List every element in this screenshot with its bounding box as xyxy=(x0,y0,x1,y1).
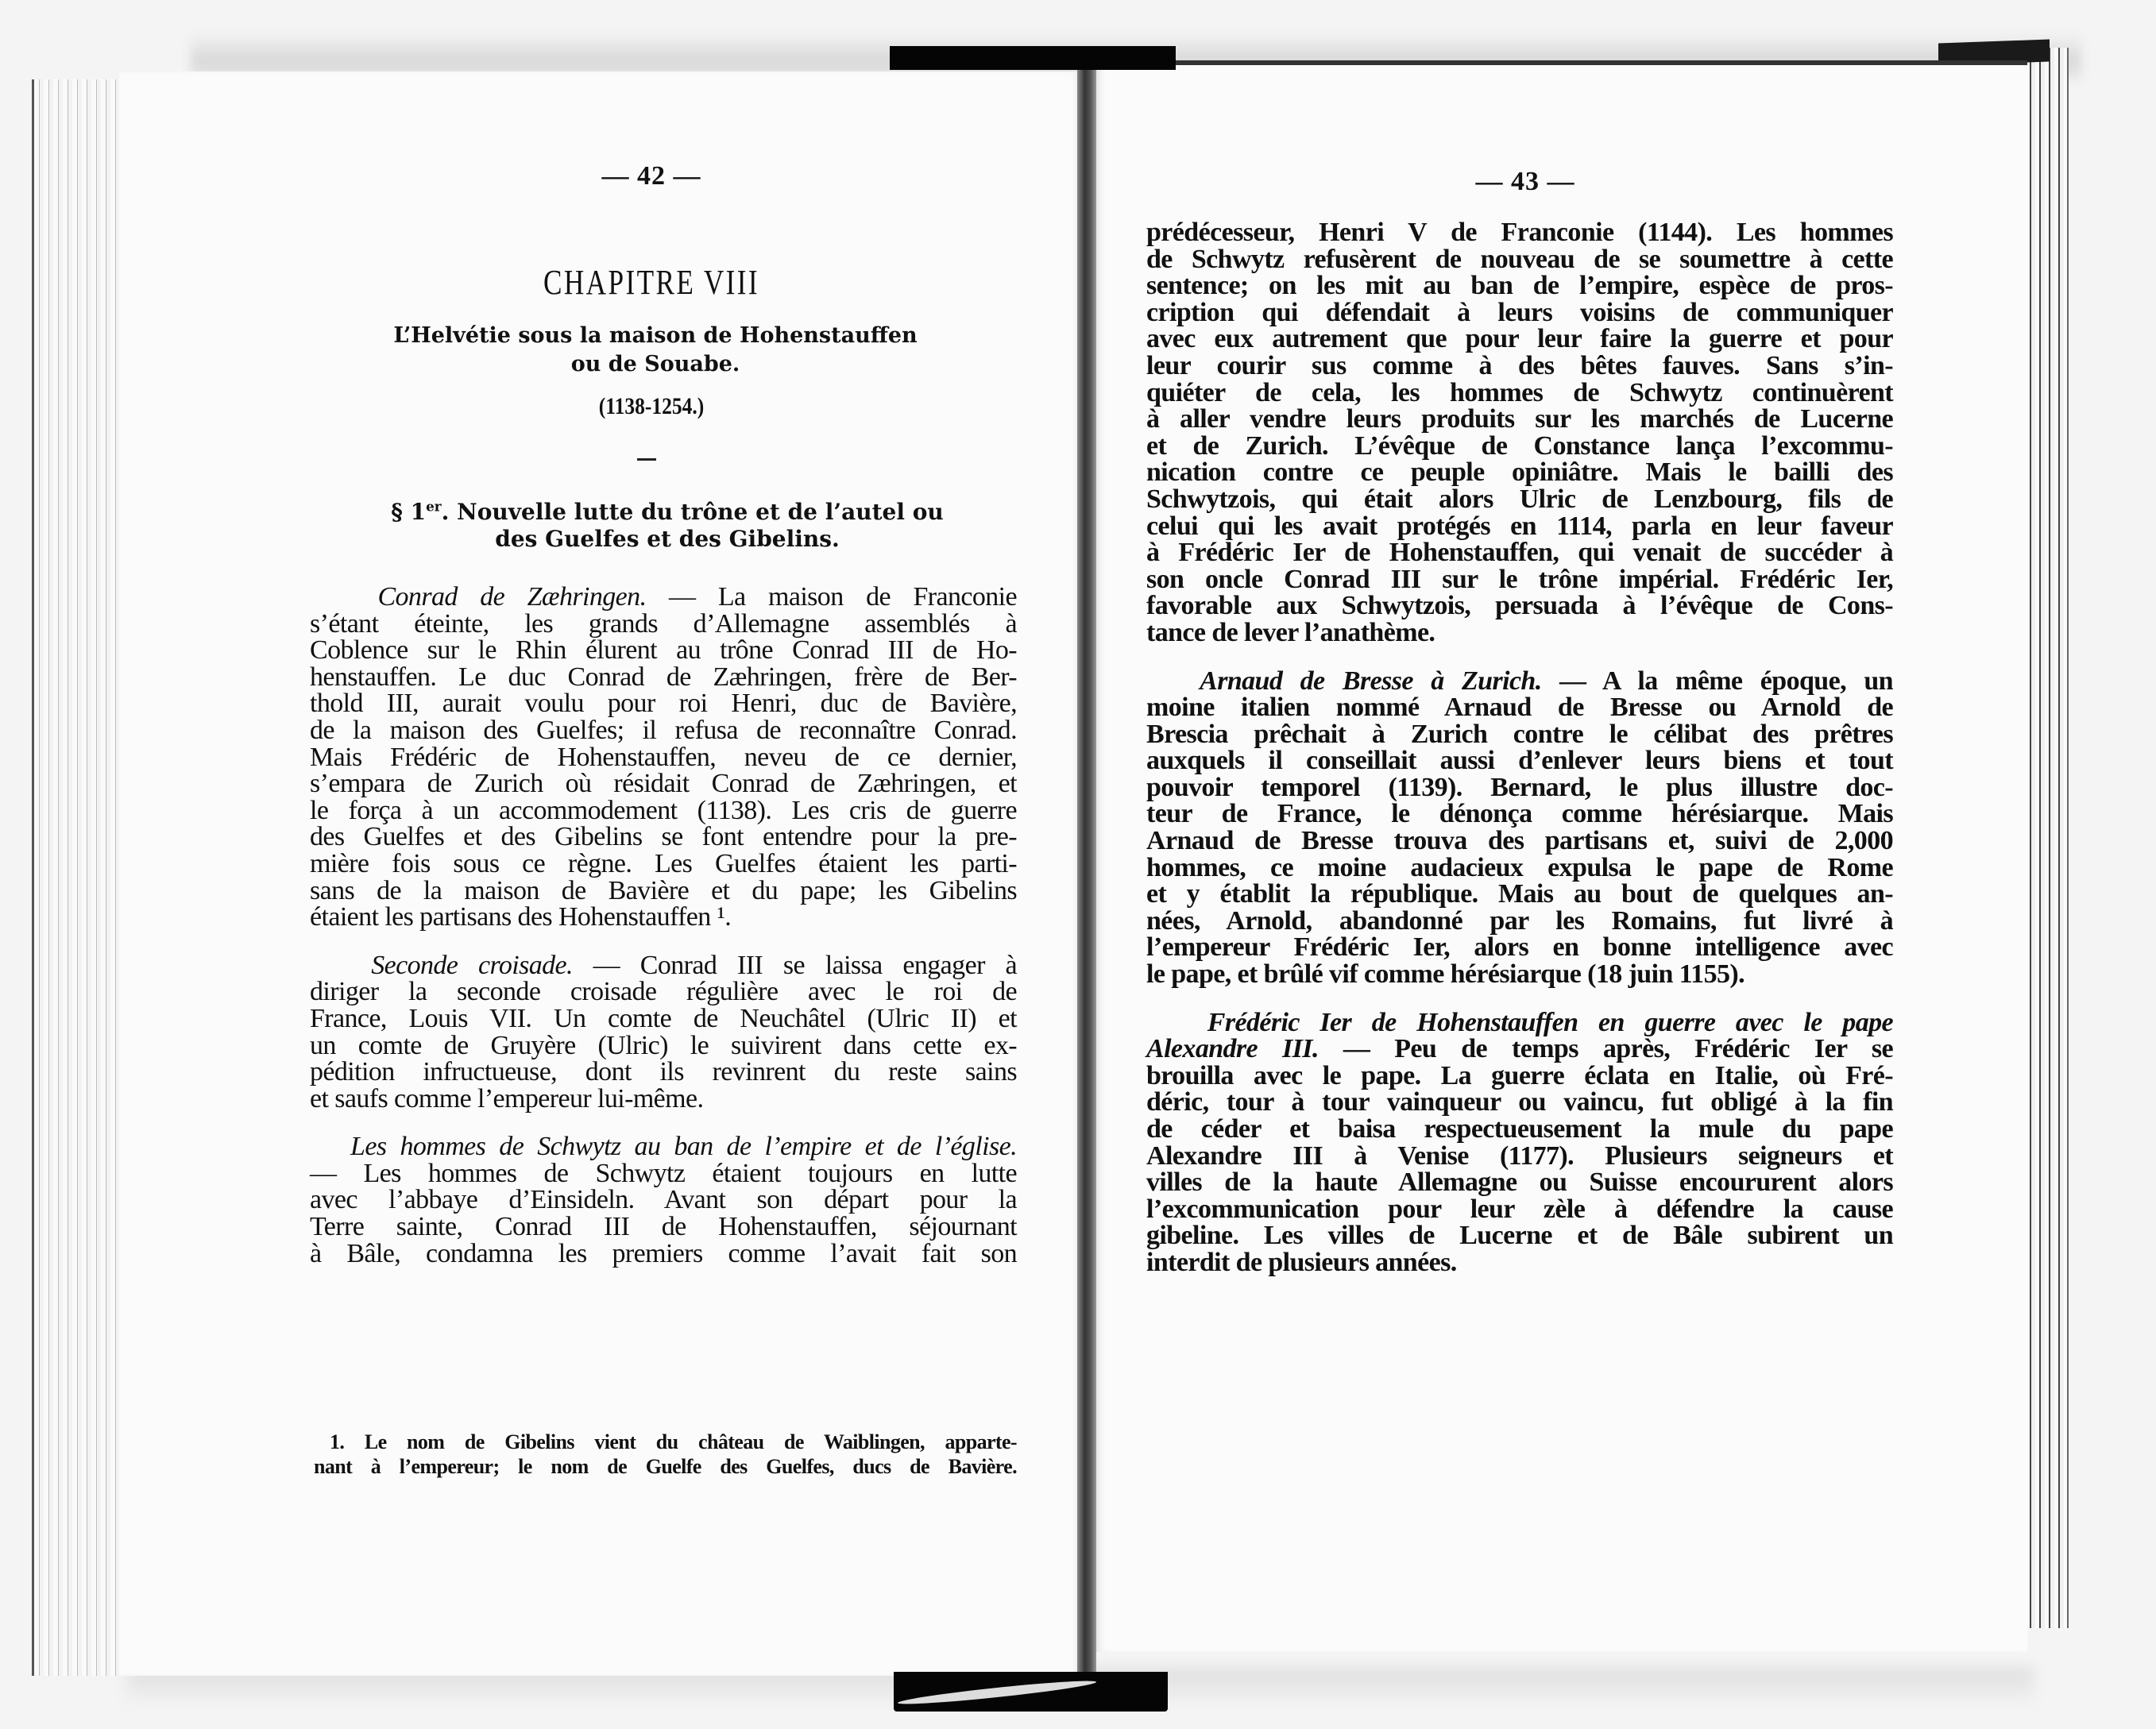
text-line: henstauffen. Le duc Conrad de Zæhringen, frère de Ber- xyxy=(310,662,1017,692)
text-line-content: — Peu de temps après, Frédéric Ier se xyxy=(1318,1034,1893,1064)
text-line: à Bâle, condamna les premiers comme l’avait fait son xyxy=(310,1238,1017,1268)
text-line: hommes, ce moine audacieux expulsa le pape de Rome xyxy=(1146,852,1893,882)
text-line: moine italien nommé Arnaud de Bresse ou Arnold de xyxy=(1146,693,1893,723)
text-line: étaient les partisans des Hohenstauffen ¹. xyxy=(310,902,732,932)
text-line: favorable aux Schwytzois, persuada à l’évêque de Cons- xyxy=(1146,591,1893,621)
paragraph-lead: Frédéric Ier de Hohenstauffen en guerre avec le pape xyxy=(1207,1007,1893,1037)
text-line: à aller vendre leurs produits sur les marchés de Lucerne xyxy=(1146,404,1893,434)
text-line: de céder et baisa respectueusement la mule du pape xyxy=(1146,1114,1893,1144)
section-heading-line-2: des Guelfes et des Gibelins. xyxy=(495,526,840,552)
text-line: avec eux autrement que pour leur faire la guerre et pour xyxy=(1146,324,1893,354)
paragraph-conrad-de-zaehringen xyxy=(310,584,1017,931)
text-line: son oncle Conrad III sur le trône impérial. Frédéric Ier, xyxy=(1146,564,1893,594)
paragraph-lead: Les hommes de Schwytz au ban de l’empire et de l’église. xyxy=(350,1132,1018,1162)
chapter-title: CHAPITRE VIII xyxy=(543,263,760,302)
text-line: pédition infructueuse, dont ils revinrent du reste sains xyxy=(310,1057,1017,1087)
text-line: nication contre ce peuple opiniâtre. Mais le bailli des xyxy=(1146,457,1893,488)
text-line: s’empara de Zurich où résidait Conrad de Zæhringen, et xyxy=(310,769,1017,799)
text-line: celui qui les avait protégés en 1114, parla en leur faveur xyxy=(1146,511,1893,541)
footnote xyxy=(314,1430,1017,1479)
text-line: à Frédéric Ier de Hohenstauffen, qui venait de succéder à xyxy=(1146,538,1893,568)
text-line: interdit de plusieurs années. xyxy=(1146,1247,1457,1277)
text-line: brouilla avec le pape. La guerre éclata en Italie, où Fré- xyxy=(1146,1060,1893,1090)
chapter-subtitle-line-2: ou de Souabe. xyxy=(570,352,740,376)
text-line: Alexandre III à Venise (1177). Plusieurs seigneurs et xyxy=(1146,1140,1893,1171)
section-mark-sup: er xyxy=(426,498,442,515)
text-line: Schwytzois, qui était alors Ulric de Lenzbourg, fils de xyxy=(1146,484,1893,514)
text-line: des Guelfes et des Gibelins se font entendre pour la pre- xyxy=(310,822,1017,852)
left-page-edges xyxy=(32,79,122,1676)
text-line xyxy=(1146,1009,1893,1036)
text-line xyxy=(310,952,1017,979)
chapter-subtitle xyxy=(306,322,1005,379)
footnote-line: nant à l’empereur; le nom de Guelfe des Guelfes, ducs de Bavière. xyxy=(314,1455,1017,1478)
text-line: un comte de Gruyère (Ulric) le suivirent dans cette ex- xyxy=(310,1030,1017,1060)
section-heading-text-1: . Nouvelle lutte du trône et de l’autel ou xyxy=(441,499,944,525)
footnote-line: 1. Le nom de Gibelins vient du château de Waiblingen, apparte- xyxy=(330,1430,1017,1453)
paragraph-arnaud-de-bresse xyxy=(1146,668,1893,988)
top-binding-clip xyxy=(890,46,1176,70)
section-heading xyxy=(318,499,1017,553)
text-line: et y établit la république. Mais au bout de quelques an- xyxy=(1146,879,1893,909)
paragraph-lead-2: Alexandre III. xyxy=(1146,1034,1319,1064)
text-line: sentence; on les mit au ban de l’empire, espèce de pros- xyxy=(1146,271,1893,301)
text-line-content: — A la même époque, un xyxy=(1541,666,1893,696)
gutter xyxy=(1077,70,1096,1678)
text-line: de Schwytz refusèrent de nouveau de se soumettre à cette xyxy=(1146,244,1893,274)
text-line: Terre sainte, Conrad III de Hohenstauffen, séjournant xyxy=(310,1212,1017,1242)
text-line: mière fois sous ce règne. Les Guelfes étaient les parti- xyxy=(310,848,1017,878)
text-line xyxy=(1146,668,1893,695)
paragraph-lead: Arnaud de Bresse à Zurich. xyxy=(1200,666,1542,696)
text-line: s’étant éteinte, les grands d’Allemagne assemblés à xyxy=(310,608,1017,639)
text-line: pouvoir temporel (1139). Bernard, le plus illustre doc- xyxy=(1146,772,1893,802)
section-mark: § 1 xyxy=(391,499,427,525)
text-line: gibeline. Les villes de Lucerne et de Bâle subirent un xyxy=(1146,1221,1893,1251)
text-line: le força à un accommodement (1138). Les cris de guerre xyxy=(310,795,1017,825)
text-line: avec l’abbaye d’Einsideln. Avant son départ pour la xyxy=(310,1185,1017,1215)
text-line: auxquels il conseillait aussi d’enlever leurs biens et tout xyxy=(1146,746,1893,776)
chapter-subtitle-line-1: L’Helvétie sous la maison de Hohenstauffen xyxy=(393,323,918,348)
text-line: sans de la maison de Bavière et du pape; les Gibelins xyxy=(310,875,1017,905)
text-line: diriger la seconde croisade régulière avec le roi de xyxy=(310,977,1017,1007)
text-line: et de Zurich. L’évêque de Constance lança l’excommu- xyxy=(1146,430,1893,461)
text-line: l’excommunication pour leur zèle à défendre la cause xyxy=(1146,1194,1893,1224)
text-line: Coblence sur le Rhin élurent au trône Conrad III de Ho- xyxy=(310,635,1017,666)
text-line: l’empereur Frédéric Ier, alors en bonne intelligence avec xyxy=(1146,932,1893,963)
text-line: villes de la haute Allemagne ou Suisse encoururent alors xyxy=(1146,1167,1893,1198)
text-line: thold III, aurait voulu pour roi Henri, duc de Bavière, xyxy=(310,689,1017,719)
text-line xyxy=(310,1133,1017,1160)
text-line: déric, tour à tour vainqueur ou vaincu, fut obligé à la fin xyxy=(1146,1087,1893,1117)
text-line-content: — Conrad III se laissa engager à xyxy=(572,950,1018,980)
text-line xyxy=(1146,1036,1893,1063)
paragraph-lead: Seconde croisade. xyxy=(371,950,573,980)
left-page-body xyxy=(310,584,1017,1267)
top-edge-line xyxy=(1176,60,2027,65)
text-line: tance de lever l’anathème. xyxy=(1146,617,1435,647)
section-rule xyxy=(637,458,656,461)
right-page-edges xyxy=(2026,48,2069,1628)
page-number-right: — 43 — xyxy=(1475,167,1575,196)
paragraph-seconde-croisade xyxy=(310,952,1017,1113)
text-line: et saufs comme l’empereur lui-même. xyxy=(310,1083,704,1113)
text-line: Brescia prêchait à Zurich contre le célibat des prêtres xyxy=(1146,719,1893,749)
text-line xyxy=(310,584,1017,611)
text-line: — Les hommes de Schwytz étaient toujours en lutte xyxy=(310,1158,1017,1188)
text-line: nées, Arnold, abandonné par les Romains, fut livré à xyxy=(1146,905,1893,936)
text-line: Mais Frédéric de Hohenstauffen, neveu de ce dernier, xyxy=(310,742,1017,772)
page-number-left: — 42 — xyxy=(601,161,701,191)
text-line: cription qui défendait à leurs voisins de communiquer xyxy=(1146,297,1893,327)
text-line: prédécesseur, Henri V de Franconie (1144). Les hommes xyxy=(1146,218,1893,247)
text-line: quiéter de cela, les hommes de Schwytz continuèrent xyxy=(1146,377,1893,407)
text-line: Arnaud de Bresse trouva des partisans et, suivi de 2,000 xyxy=(1146,826,1893,856)
text-line: leur courir sus comme à des bêtes fauves. Sans s’in- xyxy=(1146,350,1893,380)
paragraph-hommes-de-schwytz xyxy=(310,1133,1017,1267)
text-line: teur de France, le dénonça comme hérésiarque. Mais xyxy=(1146,799,1893,829)
paragraph-frederic-alexandre xyxy=(1146,1009,1893,1276)
text-line-content: — La maison de Franconie xyxy=(646,582,1018,612)
paragraph-lead: Conrad de Zæhringen. xyxy=(377,582,647,612)
paragraph-continuation xyxy=(1146,219,1893,646)
right-page-body xyxy=(1146,219,1893,1276)
text-line: le pape, et brûlé vif comme hérésiarque (18 juin 1155). xyxy=(1146,959,1745,990)
text-line: de la maison des Guelfes; il refusa de reconnaître Conrad. xyxy=(310,715,1017,745)
chapter-dates: (1138-1254.) xyxy=(598,393,705,419)
text-line: France, Louis VII. Un comte de Neuchâtel (Ulric II) et xyxy=(310,1003,1017,1033)
section-heading-line-1 xyxy=(318,499,1017,526)
